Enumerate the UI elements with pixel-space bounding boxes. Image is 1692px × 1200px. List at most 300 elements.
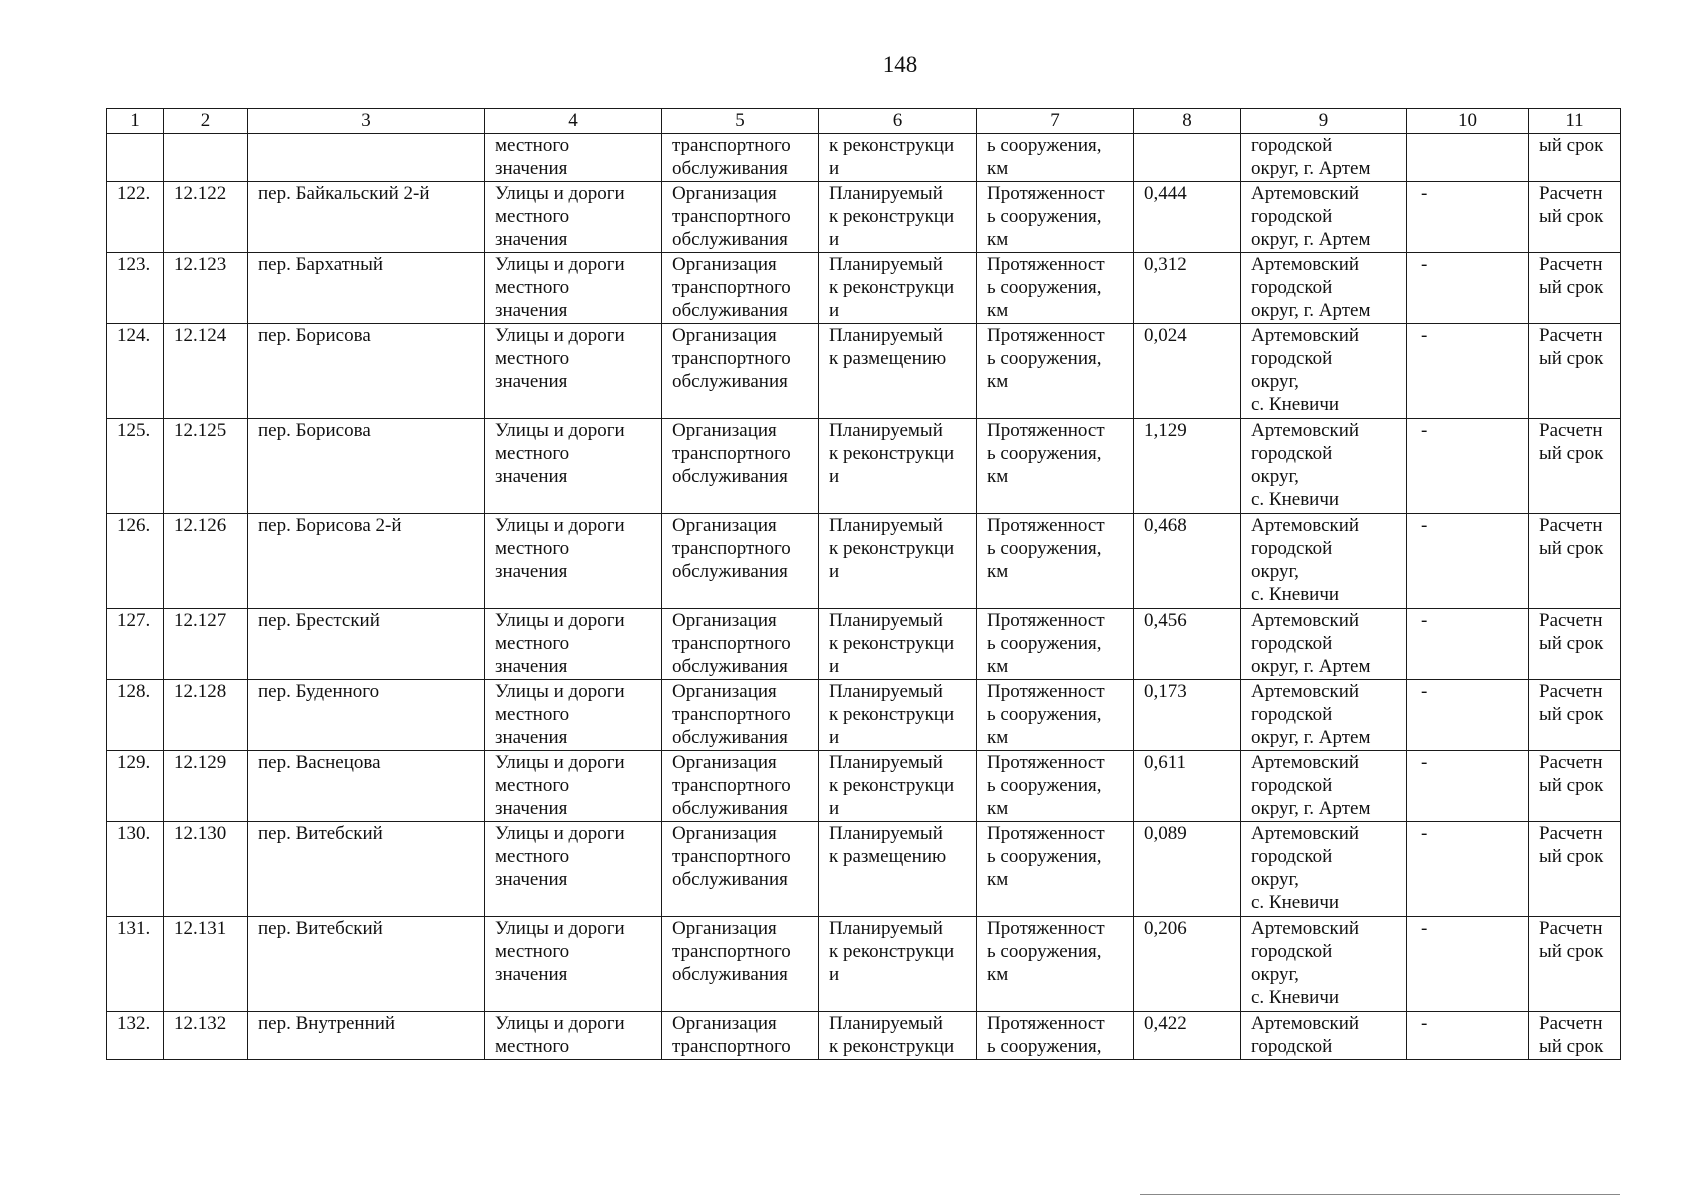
cell-text: 0,444 [1144,183,1187,204]
cell-text: городской [1251,277,1333,298]
cell-text: ый срок [1539,775,1604,796]
cell-text: местного [495,206,570,227]
cell-text: Расчетн [1539,823,1603,844]
cell-text: Артемовский [1251,681,1360,702]
cell-col-3 [248,182,485,253]
cell-text: Планируемый [829,918,943,939]
cell-col-2 [164,609,248,680]
cell-text: с. Кневичи [1251,892,1340,913]
cell-col-8 [1134,1012,1241,1060]
cell-text: пер. Борисова 2-й [258,515,402,536]
cell-text: обслуживания [672,727,788,748]
cell-text: ый срок [1539,846,1604,867]
cell-text: Организация [672,823,777,844]
cell-text: транспортного [672,277,791,298]
cell-text: 12.128 [174,681,227,702]
header-row [107,109,1621,134]
cell-text: ый срок [1539,277,1604,298]
cell-text: ь сооружения, [987,846,1102,867]
cell-text: - [1421,1013,1428,1034]
cell-text: местного [495,775,570,796]
cell-text: обслуживания [672,158,788,179]
cell-text: Организация [672,183,777,204]
cell-col-2 [164,1012,248,1060]
cell-text: Протяженност [987,325,1105,346]
cell-text: и [829,466,840,487]
cell-text: и [829,656,840,677]
cell-col-9 [1241,751,1407,822]
cell-text: транспортного [672,633,791,654]
cell-text: км [987,869,1009,890]
cell-col-11 [1529,514,1621,609]
cell-text: Протяженност [987,681,1105,702]
column-number-11: 11 [1529,109,1621,134]
table-row [107,419,1621,514]
cell-col-11 [1529,917,1621,1012]
cell-col-2 [164,680,248,751]
table-row [107,609,1621,680]
cell-text: Расчетн [1539,254,1603,275]
cell-text: округ, [1251,561,1299,582]
cell-text: Планируемый [829,515,943,536]
cell-text: транспортного [672,135,791,156]
cell-text: - [1421,610,1428,631]
cell-col-10 [1407,182,1529,253]
cell-col-9 [1241,917,1407,1012]
cell-text: Протяженност [987,515,1105,536]
cell-col-5 [662,134,819,182]
cell-text: транспортного [672,941,791,962]
cell-text: Протяженност [987,183,1105,204]
cell-text: Организация [672,325,777,346]
table-row [107,514,1621,609]
cell-text: пер. Брестский [258,610,380,631]
cell-text: городской [1251,704,1333,725]
cell-text: Протяженност [987,823,1105,844]
table-row [107,134,1621,182]
cell-text: Организация [672,254,777,275]
cell-text: Планируемый [829,823,943,844]
cell-text: Планируемый [829,183,943,204]
cell-text [174,134,247,157]
footer-rule [1140,1194,1620,1195]
cell-col-10 [1407,419,1529,514]
cell-text: обслуживания [672,964,788,985]
cell-text: к реконструкци [829,1036,955,1057]
cell-text: городской [1251,348,1333,369]
cell-col-9 [1241,324,1407,419]
cell-col-9 [1241,1012,1407,1060]
cell-col-3 [248,609,485,680]
cell-text: 122. [117,183,151,204]
cell-text: Артемовский [1251,325,1360,346]
cell-text: км [987,300,1009,321]
cell-text: 0,312 [1144,254,1187,275]
cell-col-11 [1529,324,1621,419]
cell-text: Планируемый [829,752,943,773]
cell-text: обслуживания [672,869,788,890]
cell-text: Протяженност [987,610,1105,631]
cell-col-5 [662,917,819,1012]
cell-col-2 [164,917,248,1012]
cell-text: обслуживания [672,371,788,392]
cell-col-8 [1134,324,1241,419]
cell-text: Артемовский [1251,254,1360,275]
cell-text: Организация [672,918,777,939]
cell-col-2 [164,514,248,609]
cell-text: значения [495,466,568,487]
cell-col-8 [1134,419,1241,514]
cell-text: 132. [117,1013,151,1034]
cell-text: ь сооружения, [987,135,1102,156]
cell-col-8 [1134,751,1241,822]
table-body [107,134,1621,1060]
cell-text: пер. Борисова [258,420,371,441]
cell-text: Организация [672,681,777,702]
cell-text: Протяженност [987,254,1105,275]
cell-text: - [1421,420,1428,441]
cell-text: городской [1251,206,1333,227]
cell-col-8 [1134,917,1241,1012]
cell-text: городской [1251,941,1333,962]
cell-text: ый срок [1539,206,1604,227]
cell-text: - [1421,515,1428,536]
cell-text: Протяженност [987,918,1105,939]
cell-col-5 [662,822,819,917]
cell-text: Артемовский [1251,515,1360,536]
cell-text: Улицы и дороги [495,1013,625,1034]
cell-col-2 [164,751,248,822]
cell-text: округ, г. Артем [1251,727,1371,748]
cell-text: км [987,158,1009,179]
cell-col-4 [485,680,662,751]
cell-text: значения [495,964,568,985]
cell-col-3 [248,419,485,514]
cell-col-11 [1529,680,1621,751]
cell-text: Планируемый [829,1013,943,1034]
cell-text: местного [495,277,570,298]
cell-col-2 [164,253,248,324]
cell-text: с. Кневичи [1251,489,1340,510]
cell-text: местного [495,633,570,654]
cell-text: Расчетн [1539,1013,1603,1034]
cell-text: округ, г. Артем [1251,300,1371,321]
cell-text: с. Кневичи [1251,987,1340,1008]
cell-text: ь сооружения, [987,775,1102,796]
cell-col-7 [977,609,1134,680]
cell-col-6 [819,680,977,751]
cell-col-7 [977,1012,1134,1060]
cell-col-11 [1529,182,1621,253]
cell-text: ый срок [1539,633,1604,654]
cell-text: ь сооружения, [987,277,1102,298]
cell-col-10 [1407,822,1529,917]
cell-col-5 [662,751,819,822]
cell-text: обслуживания [672,300,788,321]
cell-col-6 [819,514,977,609]
cell-col-6 [819,182,977,253]
cell-text: 12.130 [174,823,227,844]
cell-text: к реконструкци [829,775,955,796]
cell-text: Расчетн [1539,918,1603,939]
cell-text [117,134,163,157]
cell-col-8 [1134,609,1241,680]
table-row [107,680,1621,751]
cell-col-10 [1407,324,1529,419]
cell-col-4 [485,822,662,917]
cell-text: местного [495,135,570,156]
cell-text: Расчетн [1539,610,1603,631]
cell-col-11 [1529,1012,1621,1060]
cell-text: значения [495,371,568,392]
cell-text: к размещению [829,846,947,867]
column-number-2: 2 [164,109,248,134]
cell-text: Расчетн [1539,515,1603,536]
cell-text: к реконструкци [829,941,955,962]
cell-text: значения [495,229,568,250]
cell-text: 0,206 [1144,918,1187,939]
cell-col-8 [1134,514,1241,609]
cell-col-8 [1134,822,1241,917]
cell-text: с. Кневичи [1251,394,1340,415]
cell-col-4 [485,324,662,419]
cell-text: и [829,964,840,985]
cell-col-10 [1407,917,1529,1012]
cell-text: км [987,371,1009,392]
cell-text: км [987,466,1009,487]
cell-col-1 [107,514,164,609]
cell-text: Планируемый [829,681,943,702]
cell-col-6 [819,1012,977,1060]
cell-col-10 [1407,134,1529,182]
cell-text: Улицы и дороги [495,823,625,844]
cell-text: 12.129 [174,752,227,773]
cell-col-10 [1407,680,1529,751]
cell-text: к реконструкци [829,538,955,559]
cell-col-5 [662,419,819,514]
cell-col-9 [1241,419,1407,514]
cell-text: - [1421,918,1428,939]
cell-text: 130. [117,823,151,844]
cell-col-10 [1407,609,1529,680]
cell-col-1 [107,324,164,419]
cell-text: с. Кневичи [1251,584,1340,605]
cell-text: значения [495,727,568,748]
column-number-9: 9 [1241,109,1407,134]
cell-text: Протяженност [987,1013,1105,1034]
column-number-7: 7 [977,109,1134,134]
cell-text: обслуживания [672,466,788,487]
cell-text: Расчетн [1539,752,1603,773]
cell-text: местного [495,1036,570,1057]
cell-col-6 [819,324,977,419]
cell-col-4 [485,751,662,822]
cell-col-11 [1529,822,1621,917]
cell-text: 0,611 [1144,752,1187,773]
cell-text: 12.126 [174,515,227,536]
cell-text: 12.124 [174,325,227,346]
cell-text: ый срок [1539,443,1604,464]
cell-col-10 [1407,1012,1529,1060]
cell-text: округ, [1251,466,1299,487]
cell-text: Расчетн [1539,325,1603,346]
cell-text: к реконструкци [829,633,955,654]
column-number-4: 4 [485,109,662,134]
cell-col-11 [1529,419,1621,514]
cell-col-2 [164,419,248,514]
cell-text: ь сооружения, [987,633,1102,654]
cell-text: ый срок [1539,135,1604,156]
cell-text: 126. [117,515,151,536]
cell-text: Улицы и дороги [495,420,625,441]
cell-text: ь сооружения, [987,206,1102,227]
cell-text: 12.125 [174,420,227,441]
cell-text: обслуживания [672,656,788,677]
cell-text: и [829,158,840,179]
cell-text: 12.132 [174,1013,227,1034]
cell-text: городской [1251,443,1333,464]
page-number: 148 [882,52,918,77]
column-number-10: 10 [1407,109,1529,134]
cell-col-7 [977,680,1134,751]
cell-col-4 [485,253,662,324]
cell-col-11 [1529,134,1621,182]
cell-text: к реконструкци [829,135,955,156]
cell-col-4 [485,134,662,182]
cell-text: к реконструкци [829,704,955,725]
cell-text: ь сооружения, [987,538,1102,559]
cell-text: Протяженност [987,420,1105,441]
cell-col-1 [107,1012,164,1060]
cell-text: 128. [117,681,151,702]
cell-text: ый срок [1539,1036,1604,1057]
cell-text: Планируемый [829,325,943,346]
cell-text: пер. Внутренний [258,1013,396,1034]
cell-text: км [987,561,1009,582]
cell-text: Артемовский [1251,420,1360,441]
table-row [107,751,1621,822]
cell-text: к реконструкци [829,277,955,298]
cell-text: Расчетн [1539,420,1603,441]
cell-text: Артемовский [1251,823,1360,844]
cell-col-3 [248,917,485,1012]
cell-col-5 [662,324,819,419]
cell-text: 12.127 [174,610,227,631]
cell-text: Организация [672,420,777,441]
cell-text: обслуживания [672,229,788,250]
cell-text: транспортного [672,206,791,227]
cell-text: Артемовский [1251,183,1360,204]
cell-text: 12.131 [174,918,227,939]
cell-col-2 [164,324,248,419]
cell-text: 123. [117,254,151,275]
cell-col-8 [1134,253,1241,324]
cell-col-4 [485,419,662,514]
cell-col-3 [248,822,485,917]
cell-text: 131. [117,918,151,939]
cell-text: значения [495,798,568,819]
cell-col-9 [1241,609,1407,680]
cell-text: - [1421,325,1428,346]
cell-text: Планируемый [829,610,943,631]
cell-text: городской [1251,846,1333,867]
cell-text: 125. [117,420,151,441]
cell-col-1 [107,822,164,917]
cell-text: Организация [672,752,777,773]
cell-col-4 [485,1012,662,1060]
cell-text: Артемовский [1251,610,1360,631]
cell-text [1421,134,1528,157]
cell-text: и [829,798,840,819]
cell-col-11 [1529,609,1621,680]
cell-text: Организация [672,610,777,631]
cell-text: значения [495,656,568,677]
cell-text: городской [1251,775,1333,796]
cell-text: 12.123 [174,254,227,275]
column-number-1: 1 [107,109,164,134]
cell-col-10 [1407,514,1529,609]
cell-col-1 [107,751,164,822]
cell-text: пер. Борисова [258,325,371,346]
cell-text: значения [495,869,568,890]
cell-col-1 [107,134,164,182]
cell-text: ь сооружения, [987,941,1102,962]
cell-col-1 [107,680,164,751]
cell-col-3 [248,324,485,419]
cell-col-4 [485,182,662,253]
cell-text: Протяженност [987,752,1105,773]
cell-col-11 [1529,253,1621,324]
cell-text: - [1421,254,1428,275]
cell-text: округ, [1251,964,1299,985]
cell-text: ый срок [1539,348,1604,369]
cell-text: округ, [1251,869,1299,890]
cell-text: ь сооружения, [987,348,1102,369]
cell-col-9 [1241,253,1407,324]
cell-text: транспортного [672,775,791,796]
cell-text: городской [1251,1036,1333,1057]
table-row [107,182,1621,253]
cell-text: ый срок [1539,704,1604,725]
cell-text: 0,468 [1144,515,1187,536]
cell-text: - [1421,681,1428,702]
table-row [107,324,1621,419]
cell-col-7 [977,182,1134,253]
cell-text: ый срок [1539,941,1604,962]
cell-text: Улицы и дороги [495,325,625,346]
cell-text: Организация [672,1013,777,1034]
cell-text: и [829,561,840,582]
cell-text: Расчетн [1539,681,1603,702]
cell-text: Улицы и дороги [495,254,625,275]
cell-text: городской [1251,135,1333,156]
cell-text: км [987,798,1009,819]
cell-text: пер. Бархатный [258,254,384,275]
cell-col-4 [485,514,662,609]
cell-text: ь сооружения, [987,704,1102,725]
cell-col-10 [1407,253,1529,324]
cell-col-6 [819,917,977,1012]
cell-text: 12.122 [174,183,227,204]
cell-text: к размещению [829,348,947,369]
cell-text: округ, г. Артем [1251,158,1371,179]
cell-text: км [987,229,1009,250]
cell-text: ь сооружения, [987,443,1102,464]
cell-text [258,134,484,157]
column-number-3: 3 [248,109,485,134]
cell-text: обслуживания [672,798,788,819]
cell-col-3 [248,751,485,822]
